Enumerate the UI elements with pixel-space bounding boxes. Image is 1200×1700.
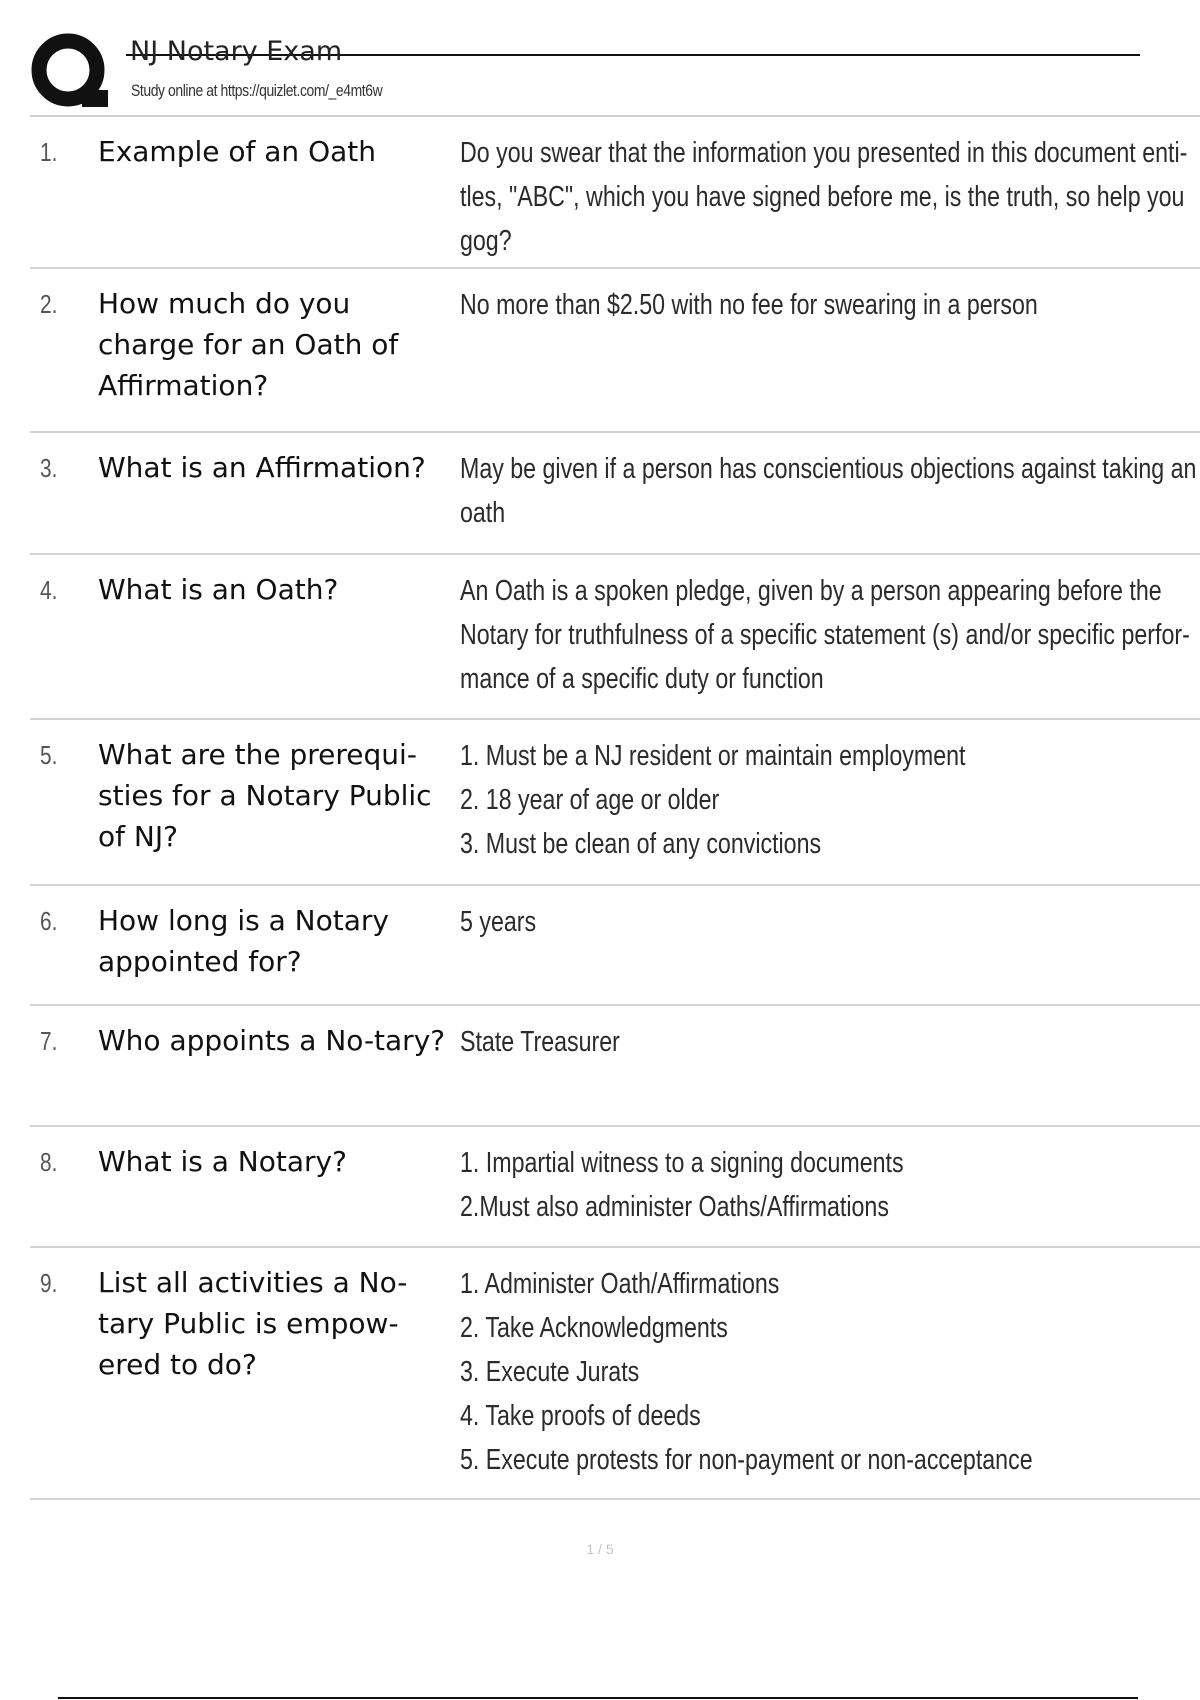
definition-line: May be given if a person has conscientious objections against taking an (460, 453, 1197, 485)
card-definition (460, 1020, 1116, 1064)
card-number: 4. (40, 575, 58, 605)
card-number: 6. (40, 906, 58, 936)
definition-line: tles, "ABC", which you have signed before me, is the truth, so help you (460, 181, 1185, 213)
study-online-link[interactable]: Study online at https://quizlet.com/_e4mt6w (131, 81, 383, 100)
card-definition (460, 131, 1188, 263)
card-term: How much do you charge for an Oath of Affirmation? (98, 287, 399, 402)
definition-line: 2. Take Acknowledgments (460, 1312, 728, 1344)
flashcard (30, 1248, 1200, 1500)
flashcard (30, 720, 1200, 886)
definition-line: Do you swear that the information you presented in this document enti- (460, 137, 1188, 169)
card-definition (460, 1141, 1116, 1229)
card-number: 8. (40, 1147, 58, 1177)
footer-rule (58, 1697, 1138, 1699)
definition-line: An Oath is a spoken pledge, given by a person appearing before the (460, 575, 1162, 607)
definition-line: 1. Administer Oath/Affirmations (460, 1268, 780, 1300)
card-definition (460, 1262, 1116, 1482)
flashcard-list (30, 117, 1200, 1500)
page-number: 1 / 5 (586, 1541, 614, 1557)
definition-line: 4. Take proofs of deeds (460, 1400, 701, 1432)
card-definition (460, 283, 1116, 327)
flashcard (30, 886, 1200, 1006)
definition-line: 1. Must be a NJ resident or maintain employment (460, 740, 966, 772)
card-number: 3. (40, 453, 58, 483)
definition-line: 5 years (460, 906, 537, 938)
card-term: Who appoints a No-tary? (98, 1024, 446, 1057)
flashcard (30, 433, 1200, 555)
definition-line: mance of a specific duty or function (460, 663, 824, 695)
definition-line: 1. Impartial witness to a signing documents (460, 1147, 904, 1179)
card-term: How long is a Notary appointed for? (98, 904, 389, 978)
card-definition (460, 447, 1197, 535)
card-number: 9. (40, 1268, 58, 1298)
card-number: 5. (40, 740, 58, 770)
document-header (30, 28, 1140, 118)
card-term: What is an Affirmation? (98, 451, 426, 484)
card-number: 7. (40, 1026, 58, 1056)
card-term: What is a Notary? (98, 1145, 347, 1178)
flashcard (30, 117, 1200, 269)
flashcard (30, 555, 1200, 720)
definition-line: 3. Must be clean of any convictions (460, 828, 822, 860)
definition-line: gog? (460, 225, 512, 257)
card-term: What are the prerequi-sties for a Notary Public of NJ? (98, 738, 432, 853)
document-title: NJ Notary Exam (130, 36, 343, 67)
card-definition (460, 734, 1116, 866)
definition-line: State Treasurer (460, 1026, 620, 1058)
flashcard (30, 1127, 1200, 1248)
definition-line: oath (460, 497, 506, 529)
definition-line: 2.Must also administer Oaths/Affirmations (460, 1191, 889, 1223)
card-term: List all activities a No-tary Public is empow-ered to do? (98, 1266, 408, 1381)
definition-line: 2. 18 year of age or older (460, 784, 720, 816)
definition-line: 5. Execute protests for non-payment or non-acceptance (460, 1444, 1033, 1476)
definition-line: No more than $2.50 with no fee for swearing in a person (460, 289, 1038, 321)
flashcard (30, 1006, 1200, 1127)
card-definition (460, 900, 1116, 944)
card-definition (460, 569, 1190, 701)
definition-line: Notary for truthfulness of a specific statement (s) and/or specific perfor- (460, 619, 1190, 651)
definition-line: 3. Execute Jurats (460, 1356, 640, 1388)
flashcard (30, 269, 1200, 433)
card-number: 2. (40, 289, 58, 319)
quizlet-logo-icon (30, 32, 110, 112)
card-term: What is an Oath? (98, 573, 339, 606)
card-term: Example of an Oath (98, 135, 376, 168)
card-number: 1. (40, 137, 58, 167)
